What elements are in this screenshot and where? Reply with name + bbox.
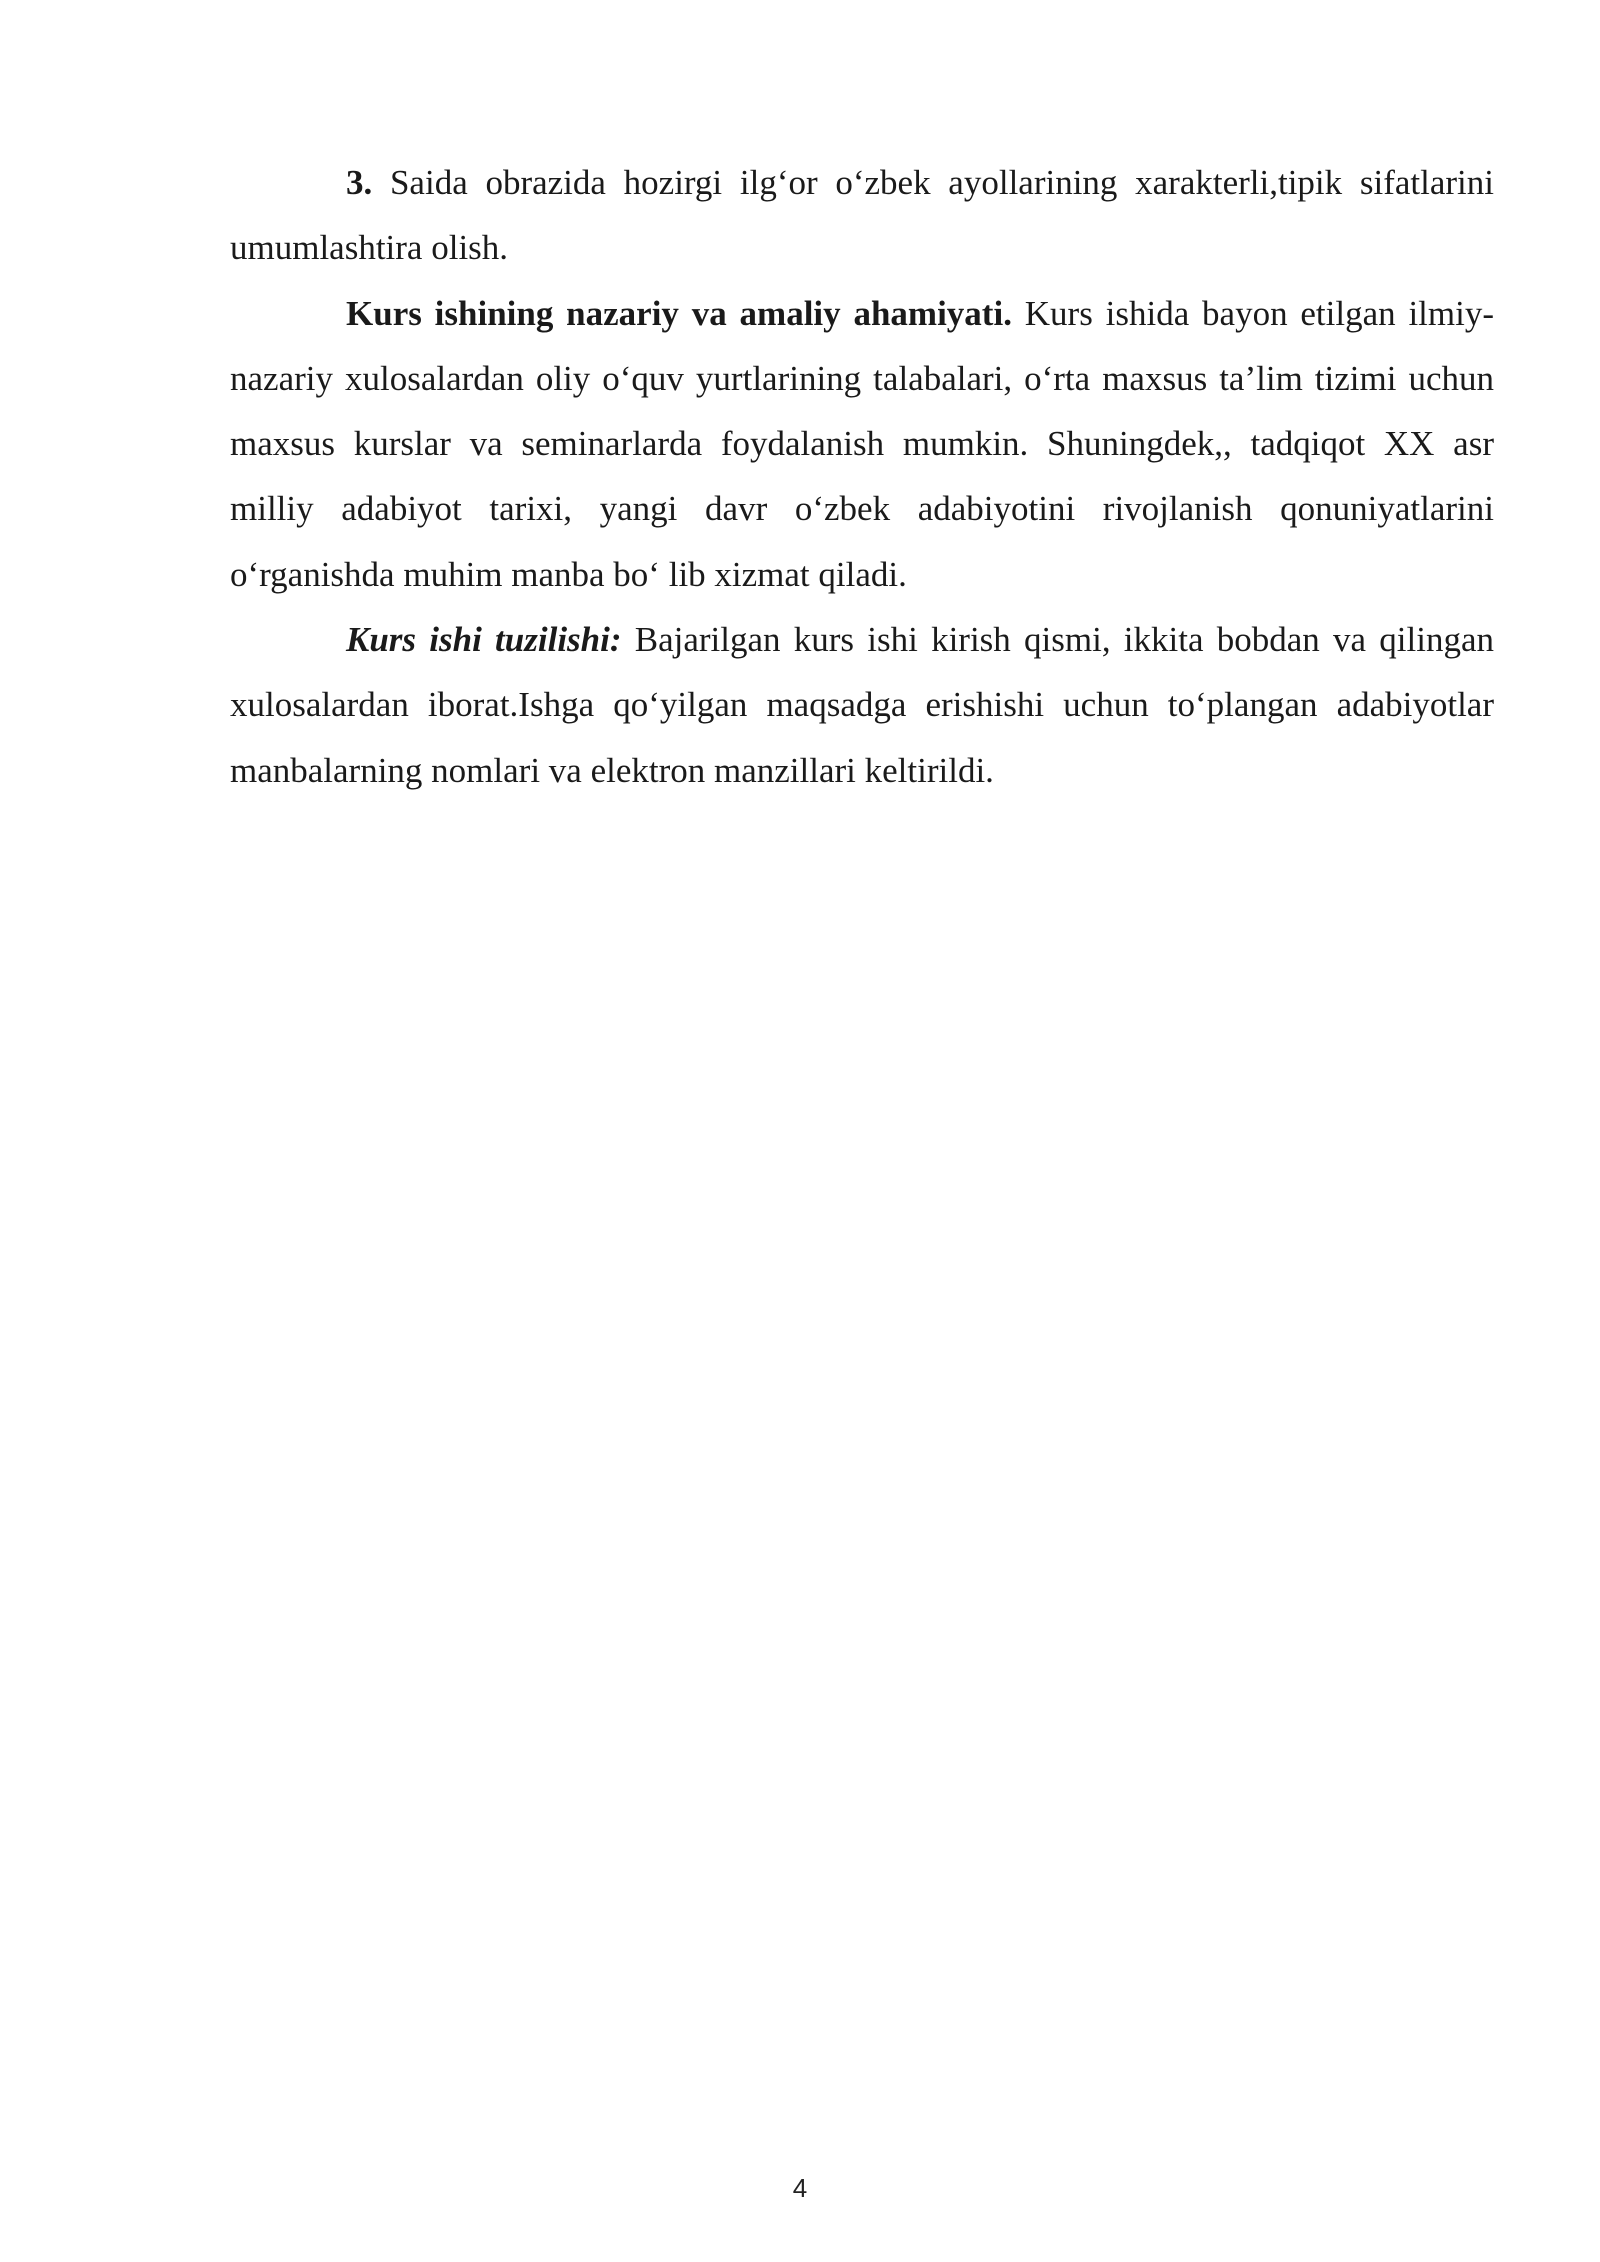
- section-heading-significance: Kurs ishining nazariy va amaliy ahamiyati.: [346, 293, 1012, 333]
- document-body: [230, 150, 1494, 803]
- paragraph-text: Bajarilgan kurs ishi kirish qismi, ikkita bobdan va qilingan xulosalardan iborat.Ishga qo‘yilgan maqsadga erishishi uchun to‘plangan adabiyotlar manbalarning nomlari va elektron manzillari keltirildi.: [230, 620, 1494, 790]
- page-number: 4: [792, 2173, 808, 2203]
- paragraph-structure: [230, 607, 1494, 803]
- section-heading-structure: Kurs ishi tuzilishi:: [346, 620, 622, 660]
- paragraph-significance: [230, 281, 1494, 607]
- paragraph-text: Saida obrazida hozirgi ilg‘or o‘zbek ayollarining xarakterli,tipik sifatlarini umumlashtira olish.: [230, 163, 1494, 268]
- paragraph-goal-3: [230, 150, 1494, 281]
- paragraph-text: Kurs ishida bayon etilgan ilmiy-nazariy xulosalardan oliy o‘quv yurtlarining talabalari, o‘rta maxsus ta’lim tizimi uchun maxsus kurslar va seminarlarda foydalanish mumkin. Shuningdek,, tadqiqot XX asr milliy adabiyot tarixi, yangi davr o‘zbek adabiyotini rivojlanish qonuniyatlarini o‘rganishda muhim manba bo‘ lib xizmat qiladi.: [230, 293, 1495, 594]
- list-number: 3.: [346, 163, 373, 202]
